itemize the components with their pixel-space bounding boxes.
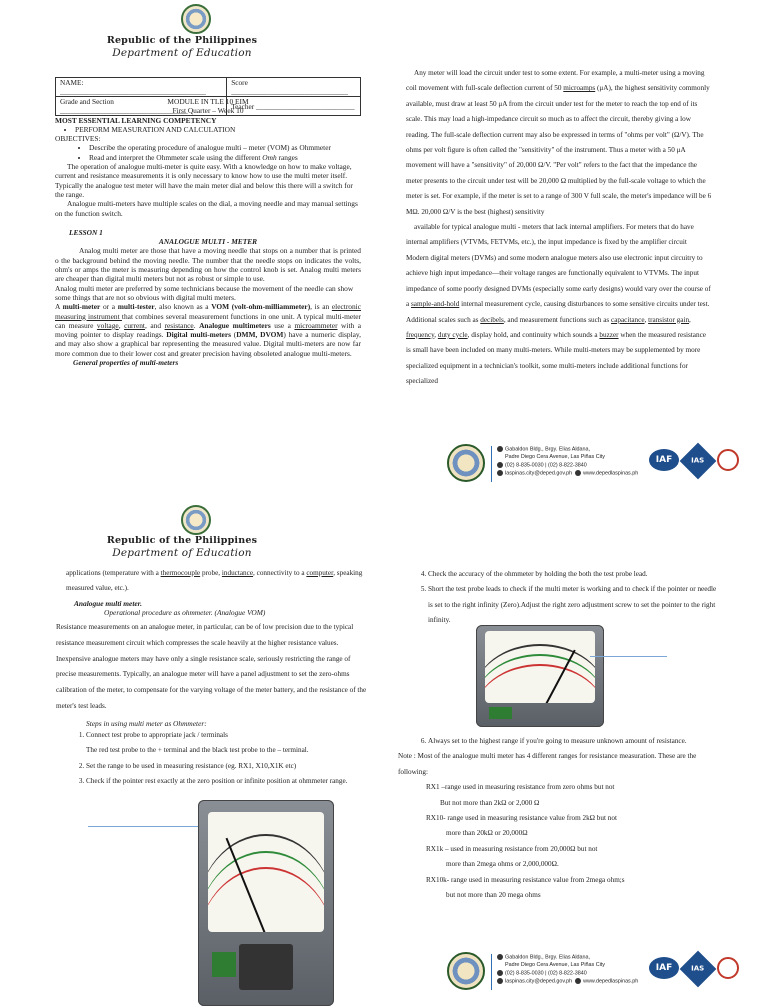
footer-contact: laspinas.city@deped.gov.ph www.depedlaspinas.ph: [497, 470, 638, 477]
phone-icon: [497, 462, 503, 468]
footer2-phone: (02) 8-835-0030 | (02) 8-822-3840: [497, 970, 587, 977]
objective-item-2: • Read and interpret the Ohmmeter scale using the different Omh ranges: [89, 153, 361, 162]
intro-paragraph-1: The operation of analogue multi-meter is quite easy. With a knowledge on how to make voltage, current and resistance measurements it is only necessary to know how to use the multi meter itself. Typically the analogue test meter will have the main meter dial and below this there will a switch for the range.: [55, 162, 353, 199]
applications-paragraph: applications (temperature with a thermocouple probe, inductance, connectivity to a computer, speaking measured value, etc.).: [66, 569, 363, 593]
right-paragraph-4: Additional scales such as decibels, and measurement functions such as capacitance, transistor gain, frequency, duty cycle, display hold, and continuity which sounds a buzzer when the measured resistance is small have been included on many multi-meters. While multi-meters may be supplemented by more specialized equipment in a technician's toolkit, some multi-meters include additional functions for specialized: [406, 315, 706, 386]
objective-item-1: • Describe the operating procedure of analogue multi – meter (VOM) as Ohmmeter: [89, 143, 361, 152]
lesson-label: LESSON 1: [69, 227, 103, 237]
intro-paragraph-2: Analogue multi-meters have multiple scales on the dial, a moving needle and may manual settings on the function switch.: [55, 199, 358, 218]
step-1: 1. Connect test probe to appropriate jack / terminals The red test probe to the + terminal and the black test probe to the – terminal.: [86, 728, 368, 759]
analogue-heading: Analogue multi meter.: [74, 598, 142, 608]
lesson-paragraph-2: Analog multi meter are preferred by some technicians because the movement of the needle can show some things that are not so obvious with digital multi meters.: [55, 283, 354, 302]
page1-left-column: [55, 97, 361, 367]
competency-item: • PERFORM MEASURATION AND CALCULATION: [75, 125, 361, 134]
module-quarter: First Quarter – Week 10: [172, 106, 244, 116]
footer2-address-1: Gabaldon Bldg., Brgy. Elias Aldana,: [497, 954, 590, 961]
location-icon: [497, 446, 503, 452]
email-icon-2: [497, 978, 503, 984]
page2-left-column: [66, 566, 368, 617]
footer-phone: (02) 8-835-0030 | (02) 8-822-3840: [497, 462, 587, 469]
steps-title: Steps in using multi meter as Ohmmeter:: [86, 718, 207, 728]
operational-subtitle: Operational procedure as ohmmeter. (Analogue VOM): [104, 608, 266, 618]
republic-title-2: Republic of the Philippines: [106, 535, 258, 546]
meter-label-plate-1: [212, 952, 236, 977]
meter-callout-line-2: [590, 656, 667, 657]
page1-footer: [447, 444, 759, 484]
step-3: 3. Check if the pointer rest exactly at the zero position or infinite position at ohmmeter range.: [86, 774, 368, 789]
objectives-heading: OBJECTIVES:: [55, 134, 101, 144]
range-rx1k: RX1k – used in measuring resistance from 20,000Ω but not: [426, 844, 598, 853]
phone-icon-2: [497, 970, 503, 976]
footer2-address-2: Padre Diego Cera Avenue, Las Piñas City: [505, 962, 605, 968]
page2-header: [82, 534, 282, 560]
grade-field[interactable]: Grade and Section ___________________________________: [56, 97, 227, 116]
footer-address-2: Padre Diego Cera Avenue, Las Piñas City: [505, 454, 605, 460]
email-icon: [497, 470, 503, 476]
step-4: 4. Check the accuracy of the ohmmeter by holding the both the test probe lead.: [428, 567, 718, 582]
multimeter-photo-1: [198, 800, 334, 1006]
steps-list-left: [56, 728, 368, 790]
competency-heading: MOST ESSENTIAL LEARNING COMPETENCY: [55, 115, 217, 125]
range-rx10: RX10- range used in measuring resistance value from 2kΩ but not: [426, 814, 617, 823]
range-rx10k-detail: but not more than 20 mega ohms: [446, 891, 541, 900]
lesson-title: ANALOGUE MULTI - METER: [158, 237, 258, 247]
module-title: MODULE IN TLE 10 EIM: [167, 97, 249, 106]
web-icon-2: [575, 978, 581, 984]
steps-list-right: [412, 567, 718, 629]
step-1-detail: The red test probe to the + terminal and the black test probe to the – terminal.: [86, 746, 309, 755]
meter-dial-2: [485, 631, 595, 702]
range-rx1: RX1 –range used in measuring resistance from zero ohms but not: [426, 783, 615, 792]
page2-left-body: [56, 620, 368, 790]
range-rx1-detail: But not more than 2kΩ or 2,000 Ω: [440, 798, 540, 807]
multimeter-photo-2: [476, 625, 604, 727]
ranges-note: Note : Most of the analogue multi meter has 4 different ranges for resistance measuration. These are the following:: [398, 752, 697, 776]
footer2-contact: laspinas.city@deped.gov.ph www.depedlaspinas.ph: [497, 978, 638, 985]
department-title: Department of Education: [112, 47, 252, 59]
step-5: 5. Short the test probe leads to check if the multi meter is working and to check if the pointer or needle is set to the right infinity (Zero).Adjust the right zero adjustment screw to set the pointer to the right infinity.: [428, 582, 718, 628]
score-field[interactable]: Score ________________________________: [227, 78, 361, 97]
ranges-list: [426, 780, 718, 903]
resistance-paragraph: Resistance measurements on an analogue meter, in particular, can be of low precision due to the typical resistance measurement circuit which compresses the scale heavily at the higher resistance values. Inexpensive analogue meters may have only a single resistance scale, seriously restricting the range of precise measurements. Typically, an analogue meter will have a panel adjustment to set the zero-ohms calibration of the meter, to compensate for the varying voltage of the meter battery, and the resistance of the meter's test leads.: [56, 623, 367, 710]
right-paragraph-1: Any meter will load the circuit under test to some extent. For example, a multi-meter using a moving coil movement with full-scale deflection current of 50 microamps (μA), the highest sensitivity commonly available, must draw at least 50 μA from the circuit under test for the meter to reach the top end of its scale. This may load a high-impedance circuit so much as to affect the circuit, thereby giving a low reading. The full-scale deflection current may also be expressed in terms of "ohms per volt" (Ω/V). The ohms per volt figure is often called the "sensitivity" of the instrument. Thus a meter with a 50 μA movement will have a "sensitivity" of 20,000 Ω/V. "Per volt" refers to the fact that the impedance the meter presents to the circuit under test will be 20,000 Ω multiplied by the full-scale voltage to which the meter is set. For example, if the meter is set to a range of 300 V full scale, the meter's impedance will be 6 MΩ. 20,000 Ω/V is the best (highest) sensitivity: [406, 69, 712, 216]
location-icon-2: [497, 954, 503, 960]
division-logo-icon: [447, 444, 485, 482]
lesson-paragraph-1: Analog multi meter are those that have a moving needle that stops on a number that is printed o the background behind the moving needle. The number that the needle stops on indicates the volts, ohm's or amps the meter is measuring depending on how the control knob is set. Analog multi meters are cheaper than digital multi meters but not as robust or simple to use.: [55, 246, 361, 284]
footer-divider-2: [491, 954, 492, 990]
footer-divider: [491, 446, 492, 482]
steps-list-right-2: [398, 734, 718, 749]
general-properties-heading: General properties of multi-meters: [73, 358, 179, 368]
department-title-2: Department of Education: [112, 547, 252, 559]
footer-address-1: Gabaldon Bldg., Brgy. Elias Aldana,: [497, 446, 590, 453]
range-rx1k-detail: more than 2mega ohms or 2,000,000Ω.: [446, 860, 559, 869]
deped-seal-icon: [181, 4, 211, 34]
republic-title: Republic of the Philippines: [106, 35, 258, 46]
name-field[interactable]: NAME: ________________________________________: [56, 78, 227, 97]
page-header: [82, 34, 282, 60]
lesson-paragraph-3: A multi-meter or a multi-tester, also known as a VOM (volt-ohm-milliammeter), is an electronic measuring instrument that combines several measurement functions in one unit. A typical multi-meter can measure voltage, current, and resistance. Analogue multimeters use a microammeter with a moving pointer to display readings. Digital multi-meters (DMM, DVOM) have a numeric display, and may also show a graphical bar representing the measured value. Digital multi-meters are now far more common due to their lower cost and greater precision having obsoleted analogue multi-meters.: [55, 302, 362, 358]
division-logo-icon-2: [447, 952, 485, 990]
teacher-field[interactable]: Teacher ___________________________: [227, 97, 361, 116]
meter-callout-line-1: [88, 826, 206, 827]
certification-logo-icon: [717, 449, 739, 471]
ias-logo-icon-2: IAS: [680, 951, 717, 988]
right-paragraph-3: Modern digital meters (DVMs) and some modern analogue meters also use electronic input circuitry to achieve high input impedance—their voltage ranges are functionally equivalent to VTVMs. The input impedance of some poorly designed DVMs (especially some early designs) would vary over the course of a sample-and-hold internal measurement cycle, causing disturbances to some sensitive circuits under test.: [406, 253, 711, 309]
iaf-logo-icon: IAF: [649, 449, 679, 471]
page2-right-body: [398, 734, 718, 903]
competency-list: [55, 125, 361, 134]
meter-label-plate-2: [489, 707, 512, 719]
page2-right-column: [412, 567, 718, 629]
page1-right-column: [406, 66, 712, 390]
ias-logo-icon: IAS: [680, 443, 717, 480]
web-icon: [575, 470, 581, 476]
certification-logo-icon-2: [717, 957, 739, 979]
page2-footer: [447, 952, 759, 992]
iaf-logo-icon-2: IAF: [649, 957, 679, 979]
deped-seal-icon-2: [181, 505, 211, 535]
range-rx10-detail: more than 20kΩ or 20,000Ω: [446, 829, 528, 838]
step-2: 2. Set the range to be used in measuring resistance (eg. RX1, X10,X1K etc): [86, 759, 368, 774]
right-paragraph-2: available for typical analogue multi - meters that lack internal amplifiers. For meters that do have internal amplifiers (VTVMs, FETVMs, etc.), the input impedance is fixed by the amplifier circuit: [406, 223, 694, 247]
objectives-list: [55, 143, 361, 162]
step-6: 6. Always set to the highest range if you're going to measure unknown amount of resistance.: [428, 734, 718, 749]
range-rx10k: RX10k- range used in measuring resistance value from 2mega ohm;s: [426, 875, 625, 884]
meter-dial-1: [208, 812, 325, 931]
range-selector-knob-1: [239, 944, 293, 989]
